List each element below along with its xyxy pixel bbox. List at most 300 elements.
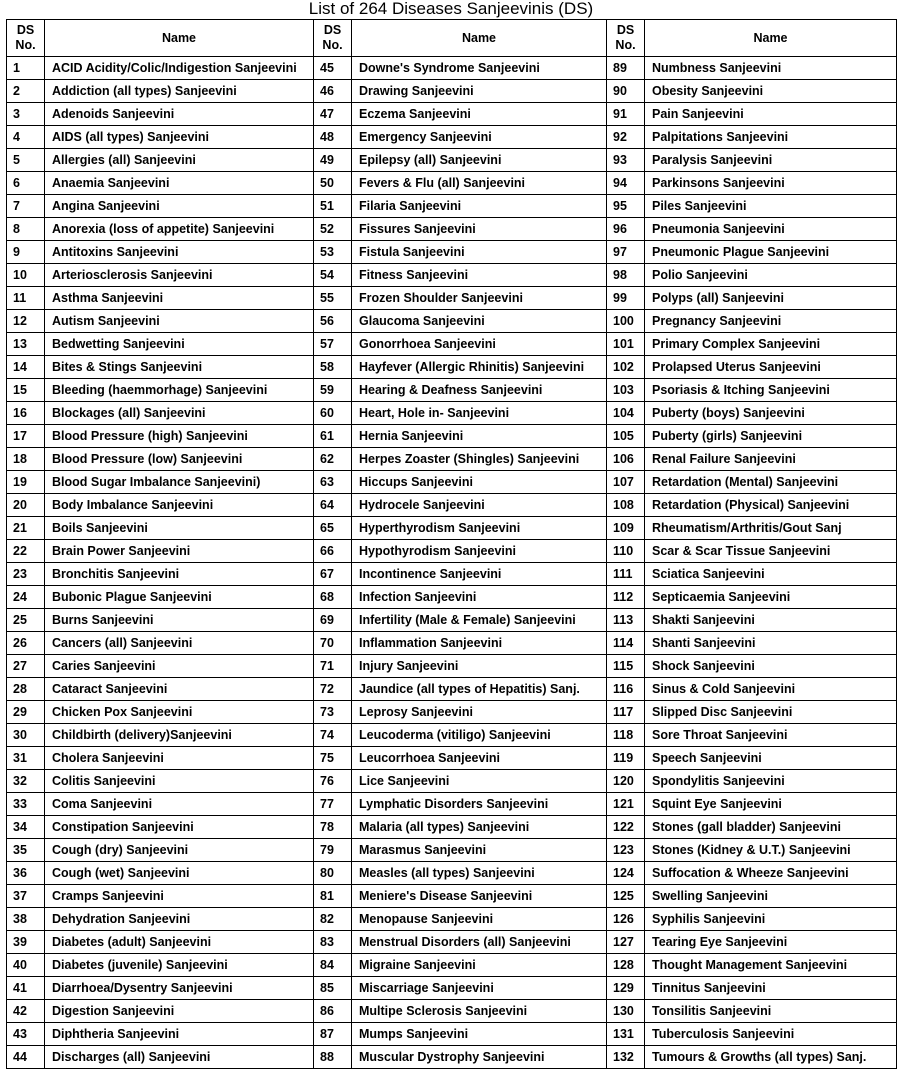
ds-number: 97 [607,241,645,264]
ds-number: 107 [607,471,645,494]
table-row [7,954,897,977]
ds-number: 118 [607,724,645,747]
disease-name: Diarrhoea/Dysentry Sanjeevini [45,977,314,1000]
ds-number: 33 [7,793,45,816]
disease-name: Rheumatism/Arthritis/Gout Sanj [645,517,897,540]
table-row [7,586,897,609]
ds-number: 96 [607,218,645,241]
ds-number: 88 [314,1046,352,1069]
disease-name: Sinus & Cold Sanjeevini [645,678,897,701]
table-body [7,57,897,1069]
disease-name: Bronchitis Sanjeevini [45,563,314,586]
disease-name: ACID Acidity/Colic/Indigestion Sanjeevini [45,57,314,80]
disease-name: Bleeding (haemmorhage) Sanjeevini [45,379,314,402]
ds-number: 62 [314,448,352,471]
disease-name: Migraine Sanjeevini [352,954,607,977]
disease-name: Shakti Sanjeevini [645,609,897,632]
ds-number: 10 [7,264,45,287]
ds-number: 1 [7,57,45,80]
table-row [7,609,897,632]
diseases-table [6,19,897,1069]
ds-number: 116 [607,678,645,701]
disease-name: Discharges (all) Sanjeevini [45,1046,314,1069]
ds-number: 18 [7,448,45,471]
table-row [7,770,897,793]
table-row [7,793,897,816]
disease-name: Palpitations Sanjeevini [645,126,897,149]
ds-number: 95 [607,195,645,218]
ds-number: 23 [7,563,45,586]
disease-name: Shock Sanjeevini [645,655,897,678]
table-row [7,563,897,586]
disease-name: Fistula Sanjeevini [352,241,607,264]
disease-name: Autism Sanjeevini [45,310,314,333]
disease-name: Menstrual Disorders (all) Sanjeevini [352,931,607,954]
table-row [7,1046,897,1069]
ds-number: 12 [7,310,45,333]
ds-number: 69 [314,609,352,632]
disease-name: Brain Power Sanjeevini [45,540,314,563]
disease-name: Primary Complex Sanjeevini [645,333,897,356]
ds-number: 2 [7,80,45,103]
table-row [7,57,897,80]
ds-number: 20 [7,494,45,517]
disease-name: Coma Sanjeevini [45,793,314,816]
disease-name: Hearing & Deafness Sanjeevini [352,379,607,402]
disease-name: Tuberculosis Sanjeevini [645,1023,897,1046]
table-row [7,1023,897,1046]
ds-header-line2: No. [615,38,636,52]
disease-name: Suffocation & Wheeze Sanjeevini [645,862,897,885]
table-row [7,241,897,264]
ds-number: 123 [607,839,645,862]
ds-number: 82 [314,908,352,931]
ds-number: 30 [7,724,45,747]
disease-name: Cough (dry) Sanjeevini [45,839,314,862]
disease-name: Epilepsy (all) Sanjeevini [352,149,607,172]
ds-number: 38 [7,908,45,931]
ds-number: 66 [314,540,352,563]
name-header: Name [45,20,314,57]
disease-name: Obesity Sanjeevini [645,80,897,103]
ds-number: 22 [7,540,45,563]
disease-name: Gonorrhoea Sanjeevini [352,333,607,356]
disease-name: Squint Eye Sanjeevini [645,793,897,816]
table-row [7,287,897,310]
ds-number: 53 [314,241,352,264]
ds-number: 49 [314,149,352,172]
ds-header-line2: No. [15,38,36,52]
ds-number: 57 [314,333,352,356]
disease-name: Pneumonia Sanjeevini [645,218,897,241]
ds-number: 7 [7,195,45,218]
table-row [7,747,897,770]
ds-number: 87 [314,1023,352,1046]
disease-name: Anorexia (loss of appetite) Sanjeevini [45,218,314,241]
disease-name: Blockages (all) Sanjeevini [45,402,314,425]
table-row [7,471,897,494]
disease-name: Boils Sanjeevini [45,517,314,540]
disease-name: Tonsilitis Sanjeevini [645,1000,897,1023]
disease-name: Herpes Zoaster (Shingles) Sanjeevini [352,448,607,471]
ds-number: 117 [607,701,645,724]
disease-name: Fitness Sanjeevini [352,264,607,287]
ds-number: 8 [7,218,45,241]
ds-number: 50 [314,172,352,195]
table-row [7,103,897,126]
disease-name: Muscular Dystrophy Sanjeevini [352,1046,607,1069]
ds-number: 86 [314,1000,352,1023]
disease-name: Colitis Sanjeevini [45,770,314,793]
disease-name: Bedwetting Sanjeevini [45,333,314,356]
table-row [7,931,897,954]
ds-number: 61 [314,425,352,448]
ds-header-line2: No. [322,38,343,52]
ds-number: 106 [607,448,645,471]
table-row [7,1000,897,1023]
disease-name: Retardation (Mental) Sanjeevini [645,471,897,494]
disease-name: Tinnitus Sanjeevini [645,977,897,1000]
disease-name: Leucoderma (vitiligo) Sanjeevini [352,724,607,747]
ds-number: 122 [607,816,645,839]
ds-number: 109 [607,517,645,540]
ds-number: 77 [314,793,352,816]
disease-name: Addiction (all types) Sanjeevini [45,80,314,103]
disease-name: Puberty (girls) Sanjeevini [645,425,897,448]
ds-number: 26 [7,632,45,655]
table-row [7,701,897,724]
table-row [7,678,897,701]
ds-number: 104 [607,402,645,425]
ds-number: 105 [607,425,645,448]
disease-name: Retardation (Physical) Sanjeevini [645,494,897,517]
ds-number: 67 [314,563,352,586]
ds-number: 44 [7,1046,45,1069]
ds-number: 16 [7,402,45,425]
disease-name: Body Imbalance Sanjeevini [45,494,314,517]
ds-number: 103 [607,379,645,402]
ds-number: 15 [7,379,45,402]
ds-number: 115 [607,655,645,678]
ds-number: 128 [607,954,645,977]
disease-name: Meniere's Disease Sanjeevini [352,885,607,908]
disease-name: Chicken Pox Sanjeevini [45,701,314,724]
ds-no-header [314,20,352,57]
disease-name: Blood Pressure (high) Sanjeevini [45,425,314,448]
ds-number: 52 [314,218,352,241]
ds-number: 71 [314,655,352,678]
ds-number: 113 [607,609,645,632]
disease-name: Pain Sanjeevini [645,103,897,126]
disease-name: Antitoxins Sanjeevini [45,241,314,264]
disease-name: Polyps (all) Sanjeevini [645,287,897,310]
ds-number: 24 [7,586,45,609]
disease-name: Jaundice (all types of Hepatitis) Sanj. [352,678,607,701]
ds-number: 65 [314,517,352,540]
disease-name: Diabetes (adult) Sanjeevini [45,931,314,954]
ds-number: 31 [7,747,45,770]
table-row [7,494,897,517]
name-header: Name [352,20,607,57]
disease-name: Bites & Stings Sanjeevini [45,356,314,379]
ds-number: 126 [607,908,645,931]
disease-name: Cough (wet) Sanjeevini [45,862,314,885]
page-title: List of 264 Diseases Sanjeevinis (DS) [308,0,594,18]
disease-name: Psoriasis & Itching Sanjeevini [645,379,897,402]
ds-number: 59 [314,379,352,402]
table-row [7,80,897,103]
table-row [7,333,897,356]
disease-name: Infection Sanjeevini [352,586,607,609]
table-row [7,517,897,540]
ds-number: 17 [7,425,45,448]
disease-name: Renal Failure Sanjeevini [645,448,897,471]
disease-name: Filaria Sanjeevini [352,195,607,218]
table-row [7,425,897,448]
disease-name: Cholera Sanjeevini [45,747,314,770]
disease-name: Hiccups Sanjeevini [352,471,607,494]
table-row [7,655,897,678]
ds-no-header [7,20,45,57]
disease-name: Sore Throat Sanjeevini [645,724,897,747]
disease-name: Syphilis Sanjeevini [645,908,897,931]
disease-name: Anaemia Sanjeevini [45,172,314,195]
disease-name: Pregnancy Sanjeevini [645,310,897,333]
ds-number: 36 [7,862,45,885]
ds-number: 99 [607,287,645,310]
ds-number: 5 [7,149,45,172]
disease-name: Cramps Sanjeevini [45,885,314,908]
disease-name: Tumours & Growths (all types) Sanj. [645,1046,897,1069]
disease-name: Blood Pressure (low) Sanjeevini [45,448,314,471]
table-row [7,632,897,655]
disease-name: Spondylitis Sanjeevini [645,770,897,793]
ds-number: 84 [314,954,352,977]
ds-number: 124 [607,862,645,885]
ds-number: 119 [607,747,645,770]
disease-name: Eczema Sanjeevini [352,103,607,126]
disease-name: Parkinsons Sanjeevini [645,172,897,195]
disease-name: Measles (all types) Sanjeevini [352,862,607,885]
ds-number: 89 [607,57,645,80]
ds-number: 27 [7,655,45,678]
disease-name: Burns Sanjeevini [45,609,314,632]
ds-number: 4 [7,126,45,149]
ds-number: 70 [314,632,352,655]
table-row [7,379,897,402]
ds-number: 21 [7,517,45,540]
disease-name: Hydrocele Sanjeevini [352,494,607,517]
ds-number: 110 [607,540,645,563]
ds-number: 74 [314,724,352,747]
table-row [7,195,897,218]
disease-name: Arteriosclerosis Sanjeevini [45,264,314,287]
disease-name: Infertility (Male & Female) Sanjeevini [352,609,607,632]
disease-name: Cataract Sanjeevini [45,678,314,701]
disease-name: Polio Sanjeevini [645,264,897,287]
disease-name: Downe's Syndrome Sanjeevini [352,57,607,80]
ds-number: 68 [314,586,352,609]
disease-name: Thought Management Sanjeevini [645,954,897,977]
ds-number: 92 [607,126,645,149]
ds-number: 29 [7,701,45,724]
disease-name: Angina Sanjeevini [45,195,314,218]
disease-name: Hayfever (Allergic Rhinitis) Sanjeevini [352,356,607,379]
ds-number: 111 [607,563,645,586]
table-row [7,908,897,931]
disease-name: Swelling Sanjeevini [645,885,897,908]
disease-name: Multipe Sclerosis Sanjeevini [352,1000,607,1023]
disease-name: Diabetes (juvenile) Sanjeevini [45,954,314,977]
disease-name: Septicaemia Sanjeevini [645,586,897,609]
disease-name: Inflammation Sanjeevini [352,632,607,655]
ds-number: 64 [314,494,352,517]
ds-number: 80 [314,862,352,885]
disease-name: Leucorrhoea Sanjeevini [352,747,607,770]
ds-number: 60 [314,402,352,425]
table-row [7,839,897,862]
ds-number: 108 [607,494,645,517]
table-row [7,540,897,563]
ds-number: 125 [607,885,645,908]
disease-name: Fevers & Flu (all) Sanjeevini [352,172,607,195]
disease-name: Puberty (boys) Sanjeevini [645,402,897,425]
disease-name: Malaria (all types) Sanjeevini [352,816,607,839]
disease-name: Numbness Sanjeevini [645,57,897,80]
disease-name: Drawing Sanjeevini [352,80,607,103]
ds-number: 72 [314,678,352,701]
ds-number: 63 [314,471,352,494]
ds-number: 40 [7,954,45,977]
disease-name: Childbirth (delivery)Sanjeevini [45,724,314,747]
disease-name: Asthma Sanjeevini [45,287,314,310]
ds-number: 121 [607,793,645,816]
ds-number: 14 [7,356,45,379]
disease-name: Heart, Hole in- Sanjeevini [352,402,607,425]
ds-number: 127 [607,931,645,954]
disease-name: Caries Sanjeevini [45,655,314,678]
disease-name: Incontinence Sanjeevini [352,563,607,586]
ds-number: 51 [314,195,352,218]
disease-name: Speech Sanjeevini [645,747,897,770]
disease-name: Diphtheria Sanjeevini [45,1023,314,1046]
disease-name: Stones (Kidney & U.T.) Sanjeevini [645,839,897,862]
disease-name: Fissures Sanjeevini [352,218,607,241]
ds-number: 35 [7,839,45,862]
ds-number: 73 [314,701,352,724]
table-row [7,126,897,149]
ds-header-line1: DS [16,23,35,37]
ds-number: 79 [314,839,352,862]
disease-name: Frozen Shoulder Sanjeevini [352,287,607,310]
disease-name: Digestion Sanjeevini [45,1000,314,1023]
ds-number: 93 [607,149,645,172]
ds-number: 130 [607,1000,645,1023]
ds-number: 47 [314,103,352,126]
ds-number: 112 [607,586,645,609]
disease-name: Piles Sanjeevini [645,195,897,218]
ds-number: 9 [7,241,45,264]
table-row [7,264,897,287]
ds-number: 34 [7,816,45,839]
ds-number: 37 [7,885,45,908]
disease-name: Slipped Disc Sanjeevini [645,701,897,724]
table-row [7,172,897,195]
ds-number: 42 [7,1000,45,1023]
disease-name: Paralysis Sanjeevini [645,149,897,172]
table-row [7,977,897,1000]
ds-number: 94 [607,172,645,195]
ds-header-line1: DS [323,23,342,37]
disease-name: Hyperthyrodism Sanjeevini [352,517,607,540]
disease-name: Glaucoma Sanjeevini [352,310,607,333]
disease-name: Scar & Scar Tissue Sanjeevini [645,540,897,563]
ds-number: 54 [314,264,352,287]
table-row [7,862,897,885]
ds-number: 39 [7,931,45,954]
ds-number: 46 [314,80,352,103]
disease-name: Hernia Sanjeevini [352,425,607,448]
table-row [7,310,897,333]
ds-number: 45 [314,57,352,80]
ds-number: 43 [7,1023,45,1046]
disease-name: Bubonic Plague Sanjeevini [45,586,314,609]
ds-number: 28 [7,678,45,701]
ds-number: 13 [7,333,45,356]
ds-number: 90 [607,80,645,103]
table-row [7,885,897,908]
table-row [7,356,897,379]
disease-name: Sciatica Sanjeevini [645,563,897,586]
table-row [7,724,897,747]
name-header: Name [645,20,897,57]
disease-name: Cancers (all) Sanjeevini [45,632,314,655]
disease-name: Shanti Sanjeevini [645,632,897,655]
disease-name: Miscarriage Sanjeevini [352,977,607,1000]
ds-number: 56 [314,310,352,333]
disease-name: Menopause Sanjeevini [352,908,607,931]
ds-number: 114 [607,632,645,655]
ds-number: 81 [314,885,352,908]
ds-number: 102 [607,356,645,379]
table-header [7,20,897,57]
ds-number: 6 [7,172,45,195]
ds-number: 11 [7,287,45,310]
ds-number: 98 [607,264,645,287]
ds-number: 78 [314,816,352,839]
ds-number: 131 [607,1023,645,1046]
disease-name: Lice Sanjeevini [352,770,607,793]
disease-name: Allergies (all) Sanjeevini [45,149,314,172]
ds-number: 129 [607,977,645,1000]
disease-name: Marasmus Sanjeevini [352,839,607,862]
ds-number: 58 [314,356,352,379]
table-row [7,149,897,172]
disease-name: Adenoids Sanjeevini [45,103,314,126]
header-row [7,20,897,57]
ds-number: 83 [314,931,352,954]
disease-name: AIDS (all types) Sanjeevini [45,126,314,149]
disease-name: Mumps Sanjeevini [352,1023,607,1046]
ds-number: 19 [7,471,45,494]
disease-name: Leprosy Sanjeevini [352,701,607,724]
ds-number: 132 [607,1046,645,1069]
disease-name: Tearing Eye Sanjeevini [645,931,897,954]
ds-number: 48 [314,126,352,149]
table-row [7,402,897,425]
disease-name: Lymphatic Disorders Sanjeevini [352,793,607,816]
ds-number: 25 [7,609,45,632]
